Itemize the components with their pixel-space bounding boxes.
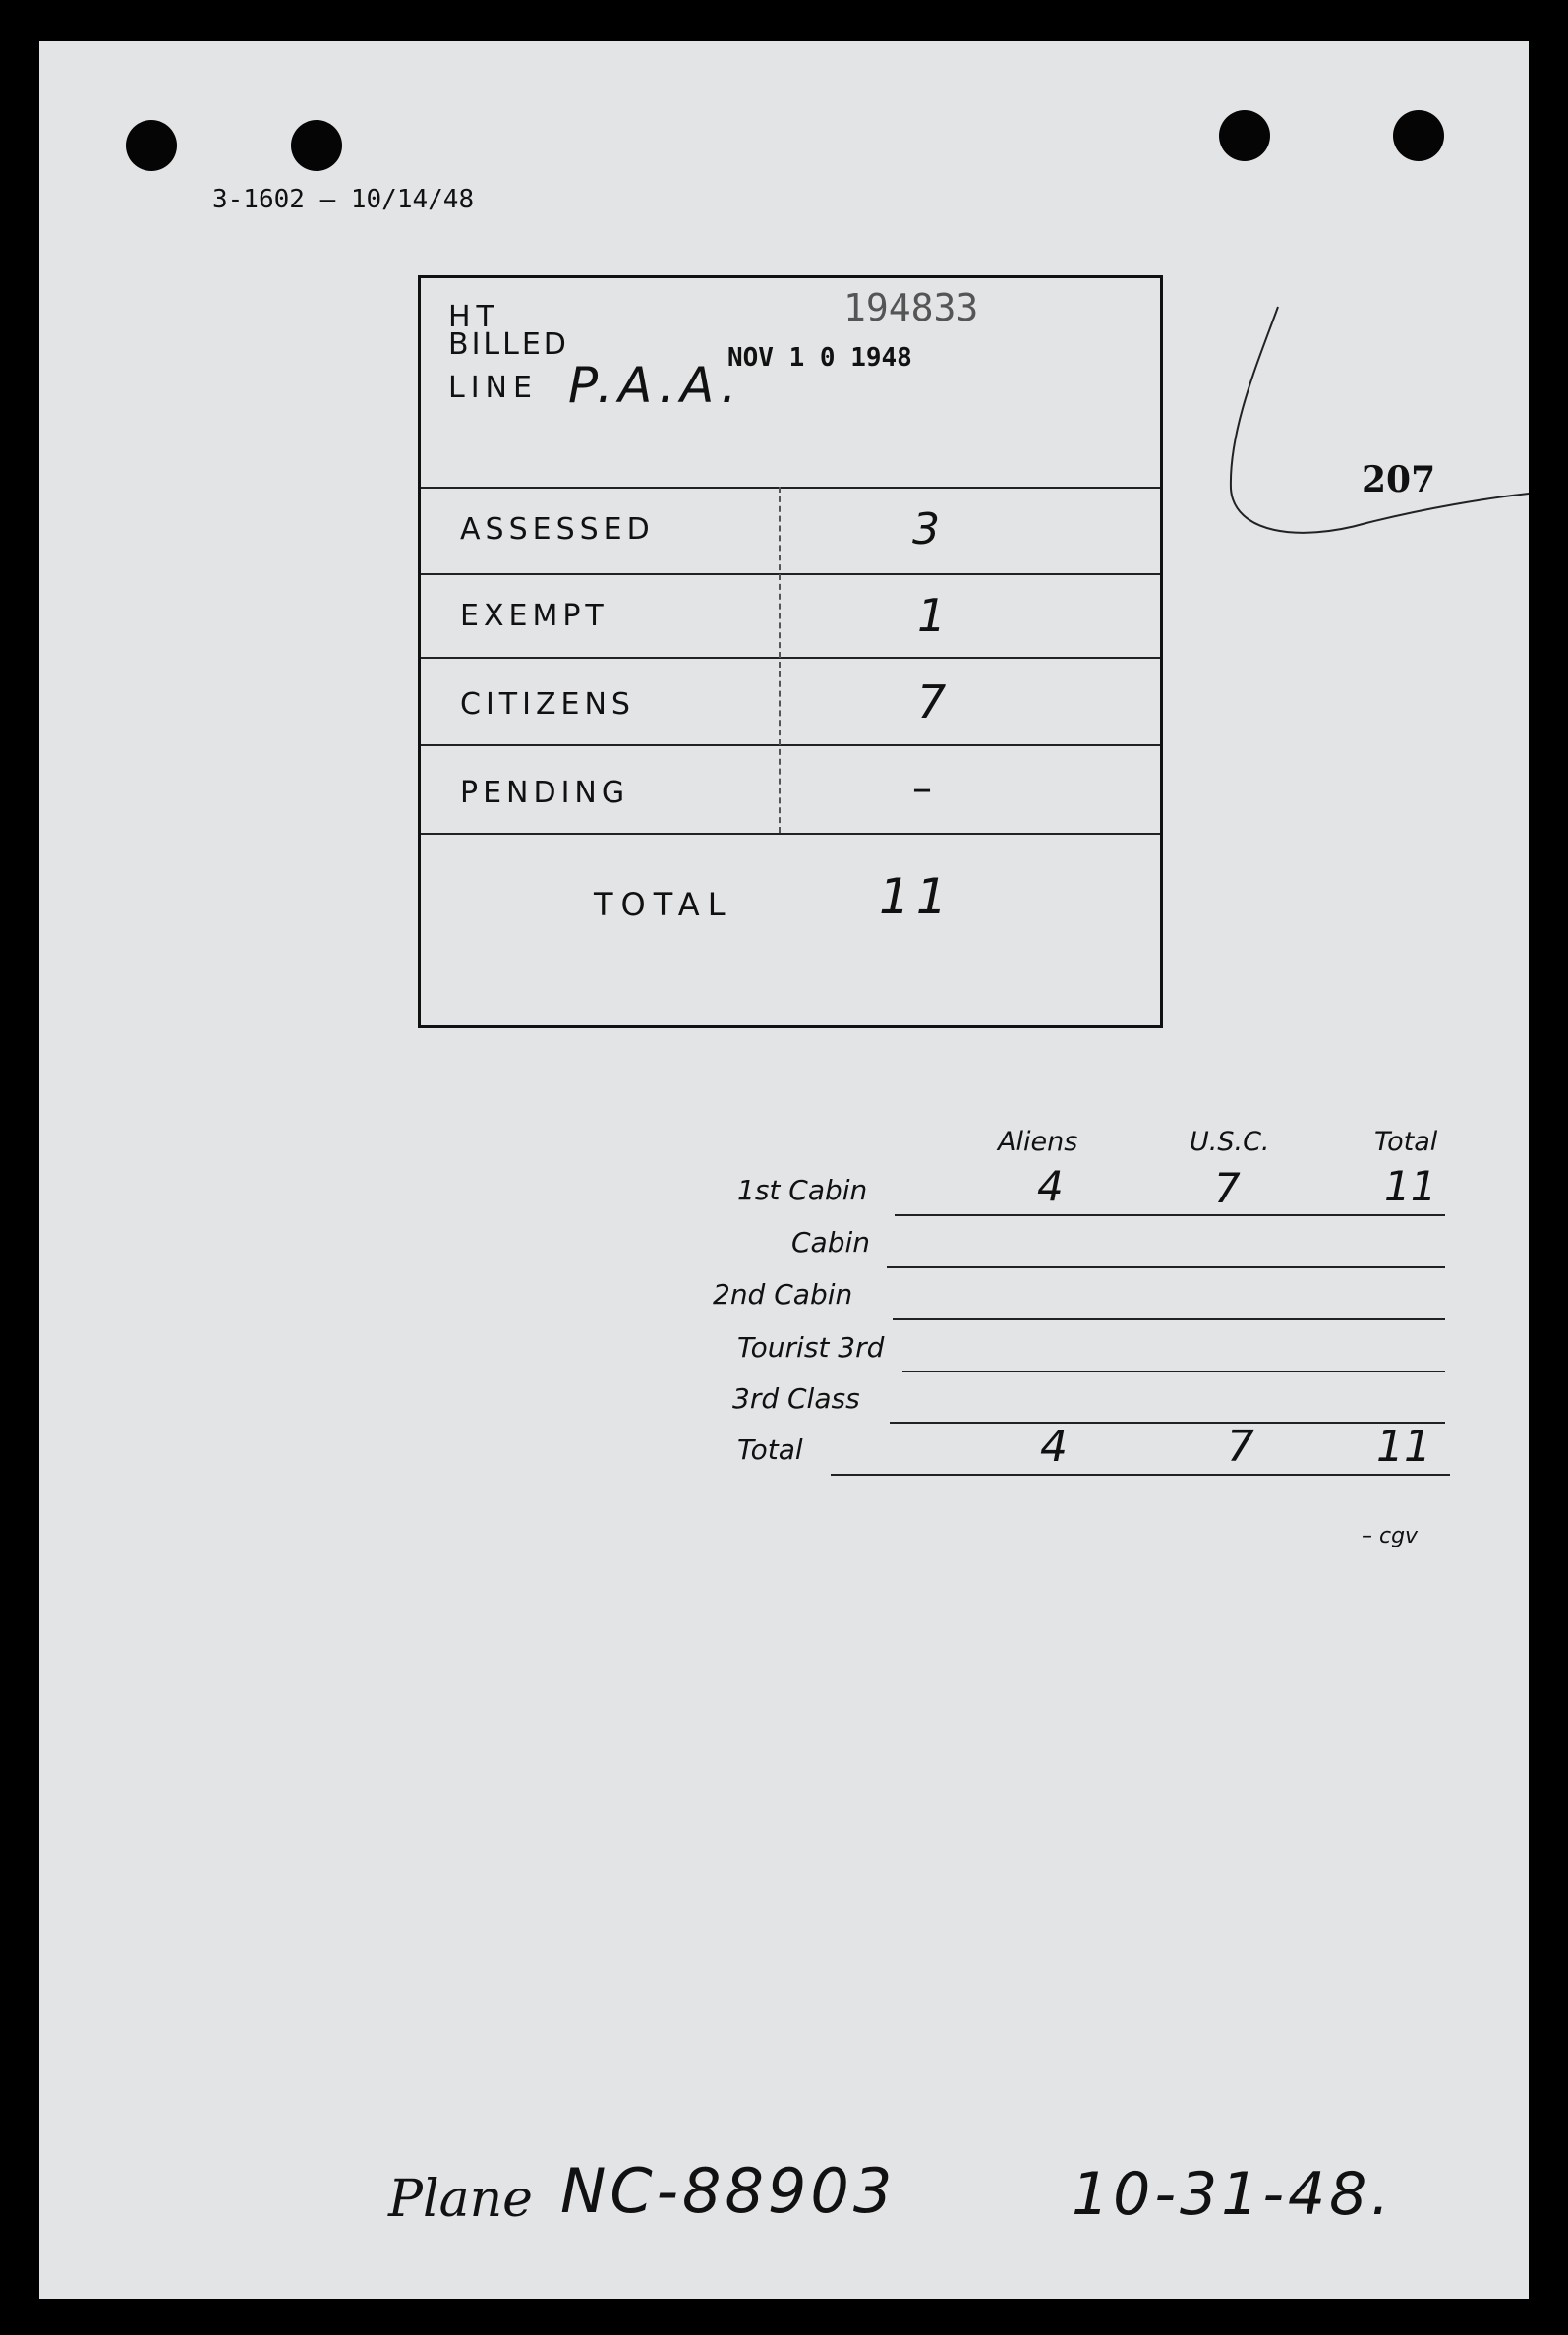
plane-label: Plane [388,2170,533,2229]
punch-hole [291,120,342,171]
file-reference: 3-1602 — 10/14/48 [212,185,475,214]
punch-hole [1393,110,1444,161]
stamp-line-label: LINE [448,371,538,405]
stamp-line-value: P.A.A. [568,357,743,414]
row-label: 2nd Cabin [713,1278,853,1311]
row-label: Cabin [791,1226,871,1258]
stamp-serial-number: 194833 [843,286,979,329]
stamp-total-value: 11 [879,868,954,925]
punch-hole [1219,110,1270,161]
clerk-initials: – cgv [1362,1524,1419,1548]
stamp-row-label: ASSESSED [460,512,655,547]
stamp-row-value: 7 [917,675,947,729]
row-total-value: 11 [1384,1162,1437,1210]
row-usc-value: 7 [1227,1422,1254,1472]
plane-number: NC-88903 [560,2155,897,2227]
row-label: Total [737,1433,803,1466]
stamp-row-label: PENDING [460,776,630,810]
row-aliens-value: 4 [1037,1162,1064,1210]
stamp-row-value: 1 [917,589,947,642]
stamp-line-billed: BILLED [448,327,569,362]
footer-date: 10-31-48. [1072,2160,1394,2229]
row-label: 3rd Class [732,1382,860,1415]
row-label: 1st Cabin [737,1174,868,1206]
punch-hole [126,120,177,171]
document-sheet [39,41,1529,2299]
stamp-date: NOV 1 0 1948 [727,343,912,373]
assessment-stamp-box [418,275,1163,1028]
column-header-usc: U.S.C. [1190,1127,1270,1157]
row-total-value: 11 [1376,1422,1431,1472]
stamp-total-label: TOTAL [594,886,733,923]
column-header-total: Total [1374,1127,1438,1157]
stamp-row-value: – [912,766,932,811]
row-aliens-value: 4 [1040,1422,1068,1472]
row-usc-value: 7 [1214,1164,1241,1212]
column-header-aliens: Aliens [998,1127,1078,1157]
page-number: 207 [1362,459,1436,500]
row-label: Tourist 3rd [737,1331,885,1364]
stamp-row-label: EXEMPT [460,599,609,633]
stamp-row-label: CITIZENS [460,687,635,722]
stamp-row-value: 3 [912,504,940,555]
pencil-curve-mark [1219,302,1529,557]
stamp-line-ht: HT [448,300,500,334]
